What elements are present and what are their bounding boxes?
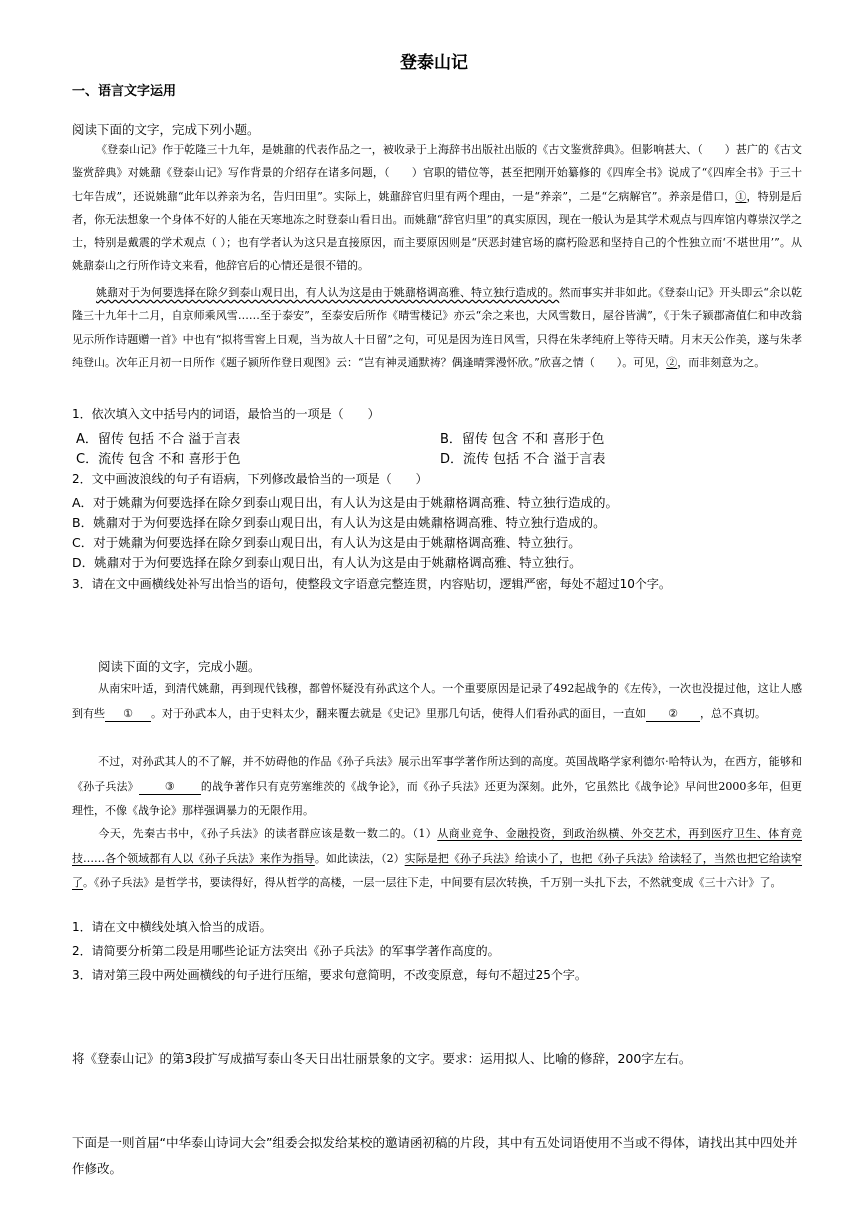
question-2: 2．文中画波浪线的句子有语病，下列修改最恰当的一项是（ ）: [72, 472, 428, 486]
q2-option-b[interactable]: B．姚鼐对于为何要选择在除夕到泰山观日出，有人认为这是由姚鼐格调高雅、特立独行造成的。: [72, 515, 606, 530]
part2-question-3: 3．请对第三段中两处画横线的句子进行压缩，要求句意简明，不改变原意，每句不超过25个字。: [72, 968, 587, 982]
part2-paragraph-2: 不过，对孙武其人的不了解，并不妨碍他的作品《孙子兵法》展示出军事学著作所达到的高度。英国战略学家利德尔·哈特认为，在西方，能够和《孙子兵法》 ③ 的战争著作只有克劳塞维茨的《战争论》，而《孙子兵法》还更为深刻。此外，它虽然比《战争论》早问世2000多年，但更理性，不像《战争论》那样强调暴力的无限作用。: [72, 755, 802, 817]
question-1: 1．依次填入文中括号内的词语，最恰当的一项是（ ）: [72, 407, 380, 421]
underlined-sentence-1: 从商业竞争、金融投资，到政治纵横、外交艺术，再到医疗卫生、体育竞技……各个领域都有人以《孙子兵法》来作为指导: [72, 827, 802, 865]
blank-1: ①: [105, 707, 151, 722]
q1-option-a[interactable]: A．留传 包括 不合 溢于言表: [76, 432, 241, 447]
part1-lead: 阅读下面的文字，完成下列小题。: [72, 122, 260, 137]
wavy-sentence: 姚鼐对于为何要选择在除夕到泰山观日出，有人认为这是由于姚鼐格调高雅、特立独行造成的。: [96, 286, 560, 299]
part1-paragraph-2: 姚鼐对于为何要选择在除夕到泰山观日出，有人认为这是由于姚鼐格调高雅、特立独行造成的。然而事实并非如此。《登泰山记》开头即云“余以乾隆三十九年十二月，自京师乘风雪……至于泰安”，至泰安后所作《晴雪楼记》亦云“余之来也，大风雪数日，屋谷皆满”，《于朱子颍郡斋值仁和申改翁见示所作诗题赠一首》中也有“拟将雪窖上日观，当为故人十日留”之句，可见是因为连日风雪，只得在朱孝纯府上等待天晴。月末天公作美，遂与朱孝纯登山。次年正月初一日所作《题子颍所作登日观图》云：“岂有神灵通默祷？偶逢晴霁漫怀欣。”欣喜之情（ ）。可见，②，而非刻意为之。: [72, 286, 803, 369]
q2-option-d[interactable]: D．姚鼐对于为何要选择在除夕到泰山观日出，有人认为这是由于姚鼐格调高雅、特立独行。: [72, 555, 582, 570]
q1-option-c[interactable]: C．流传 包含 不和 喜形于色: [76, 452, 241, 467]
blank-2: ②: [666, 355, 678, 369]
q2-option-c[interactable]: C．对于姚鼐为何要选择在除夕到泰山观日出，有人认为这是由于姚鼐格调高雅、特立独行。: [72, 535, 581, 550]
section-heading: 一、语言文字运用: [72, 84, 177, 99]
part2-paragraph-1: 从南宋叶适，到清代姚鼐，再到现代钱穆，都曾怀疑没有孙武这个人。一个重要原因是记录了492起战争的《左传》，一次也没提过他，这让人感到有些 ① 。对于孙武本人，由于史料太少，翻来覆去就是《史记》里那几句话，使得人们看孙武的面目，一直如 ② ，总不真切。: [72, 682, 802, 720]
question-3: 3．请在文中画横线处补写出恰当的语句，使整段文字语意完整连贯，内容贴切，逻辑严密，每处不超过10个字。: [72, 577, 671, 591]
part1-paragraph-1: 《登泰山记》作于乾隆三十九年，是姚鼐的代表作品之一，被收录于上海辞书出版社出版的《古文鉴赏辞典》。但影响甚大、（ ）甚广的《古文鉴赏辞典》对姚鼐《登泰山记》写作背景的介绍存在诸多问题，（ ）官职的错位等，甚至把刚开始纂修的《四库全书》说成了“《四库全书》于三十七年告成”，还说姚鼐“此年以养亲为名，告归田里”。实际上，姚鼐辞官归里有两个理由，一是“养亲”，二是“乞病解官”。养亲是借口，①，特别是后者，你无法想象一个身体不好的人能在天寒地冻之时登泰山看日出。而姚鼐“辞官归里”的真实原因，现在一般认为是其学术观点与四库馆内尊崇汉学之士，特别是戴震的学术观点（ ）；也有学者认为这只是直接原因，而主要原因则是“厌恶封建官场的腐朽险恶和坚持自己的个性独立而‘不堪世用’”。从姚鼐泰山之行所作诗文来看，他辞官后的心情还是很不错的。: [72, 143, 803, 273]
q1-option-b[interactable]: B．留传 包含 不和 喜形于色: [440, 432, 605, 447]
blank-1: ①: [735, 189, 747, 203]
blank-2: ②: [646, 707, 700, 722]
underlined-sentence-2: 实际是把《孙子兵法》给读小了，也把《孙子兵法》给读轻了，当然也把它给读窄了: [72, 851, 803, 889]
part2-lead: 阅读下面的文字，完成小题。: [98, 659, 261, 674]
q2-option-a[interactable]: A．对于姚鼐为何要选择在除夕到泰山观日出，有人认为这是由于姚鼐格调高雅、特立独行造成的。: [72, 495, 619, 510]
part3-instruction: 将《登泰山记》的第3段扩写成描写泰山冬天日出壮丽景象的文字。要求：运用拟人、比喻的修辞，200字左右。: [72, 1051, 692, 1066]
page-title: 登泰山记: [400, 53, 468, 73]
blank-3: ③: [139, 780, 201, 795]
part2-question-1: 1．请在文中横线处填入恰当的成语。: [72, 920, 272, 934]
q1-option-d[interactable]: D．流传 包括 不合 溢于言表: [440, 452, 606, 467]
part4-instruction: 下面是一则首届“中华泰山诗词大会”组委会拟发给某校的邀请函初稿的片段，其中有五处词语使用不当或不得体，请找出其中四处并作修改。: [72, 1135, 798, 1176]
part2-paragraph-3: 今天，先秦古书中，《孙子兵法》的读者群应该是数一数二的。（1）从商业竞争、金融投资，到政治纵横、外交艺术，再到医疗卫生、体育竞技……各个领域都有人以《孙子兵法》来作为指导。如此读法，（2）实际是把《孙子兵法》给读小了，也把《孙子兵法》给读轻了，当然也把它给读窄了。《孙子兵法》是哲学书，要读得好，得从哲学的高楼，一层一层往下走，中间要有层次转换，千万别一头扎下去，不然就变成《三十六计》了。: [72, 827, 803, 889]
part2-question-2: 2．请简要分析第二段是用哪些论证方法突出《孙子兵法》的军事学著作高度的。: [72, 944, 500, 958]
